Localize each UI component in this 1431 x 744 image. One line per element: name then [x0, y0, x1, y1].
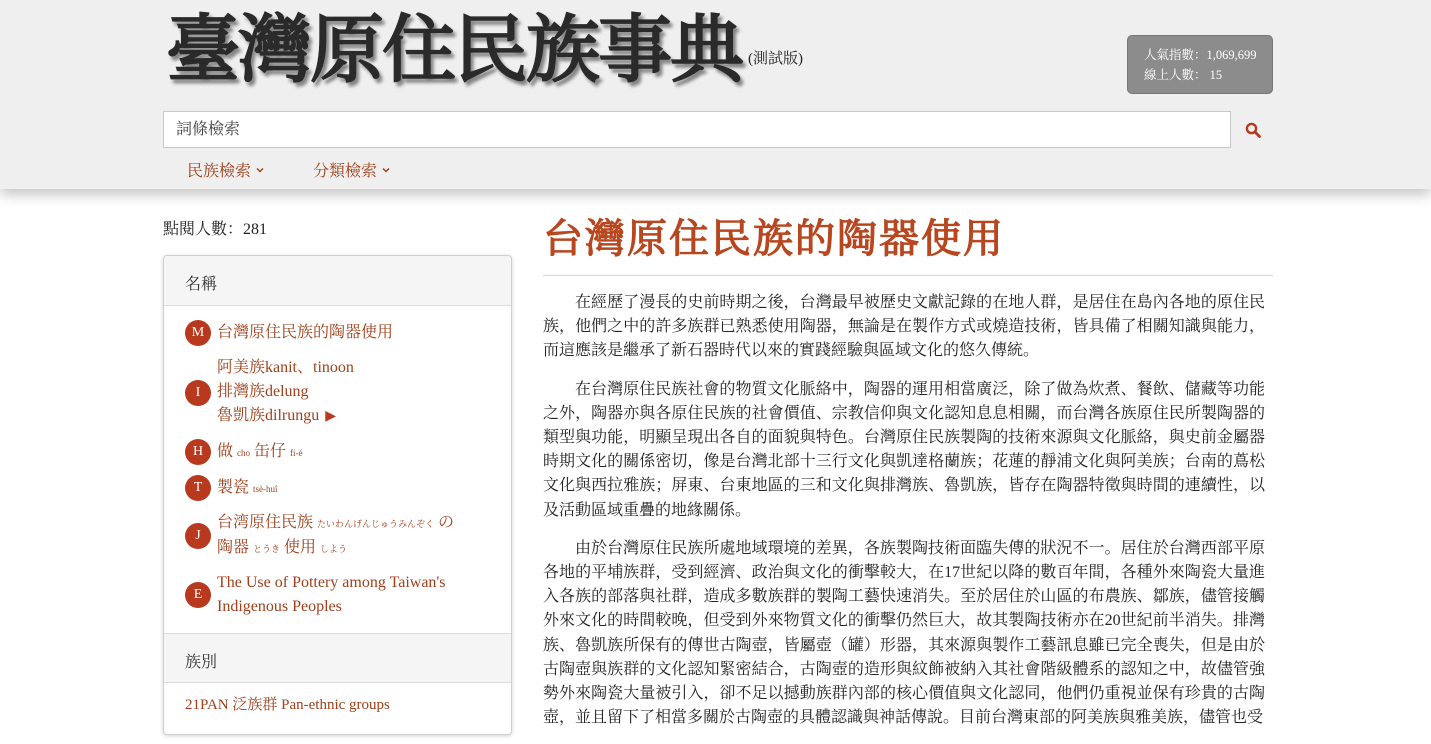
article-paragraph: 在經歷了漫長的史前時期之後，台灣最早被歷史文獻記錄的在地人群，是居住在島內各地的原住民族，他們之中的許多族群已熟悉使用陶器，無論是在製作方式或燒造技術，皆具備了相關知識與能力，而這應該是繼承了新石器時代以來的實踐經驗與區域文化的悠久傳統。	[543, 294, 1265, 360]
search-icon	[1245, 122, 1261, 138]
entry-line: 魯凱族dilrungu	[217, 407, 320, 424]
entry-word: 做	[217, 442, 234, 460]
view-count: 點閱人數：281	[163, 221, 268, 238]
groups-heading: 族別	[164, 633, 511, 683]
entry-reading: とうき	[253, 544, 281, 554]
entry-text[interactable]	[217, 511, 454, 561]
entry-text[interactable]: 台灣原住民族的陶器使用	[217, 324, 394, 341]
entry-word: 陶器	[217, 539, 250, 556]
entry-word: の	[438, 514, 455, 531]
expand-triangle-icon[interactable]: ▶	[325, 409, 337, 424]
search-button[interactable]	[1238, 115, 1268, 145]
entry-hokkien[interactable]	[164, 439, 511, 465]
site-title-logo[interactable]: 臺灣原住民族事典	[166, 10, 742, 92]
names-list	[164, 306, 511, 633]
language-badge: H	[185, 439, 211, 465]
entry-text[interactable]	[217, 571, 446, 619]
entry-word: 缶仔	[254, 442, 287, 460]
article-paragraph: 由於台灣原住民族所處地域環境的差異，各族製陶技術面臨失傳的狀況不一。居住於台灣西部平原各地的平埔族群，受到經濟、政治與文化的衝擊較大，在17世紀以降的數百年間，各種外來陶瓷大量進入各族的部落與社群，造成多數族群的製陶工藝快速消失。至於居住於山區的布農族、鄒族，儘管接觸外來文化的時間較晚，但受到外來物質文化的衝擊仍然巨大，故其製陶技術亦在20世紀前半消失。排灣族、魯凱族所保有的傳世古陶壺，皆屬壺（罐）形器，其來源與製作工藝訊息雖已完全喪失，但是由於古陶壺與族群的文化認知緊密結合，古陶壺的造形與紋飾被納入其社會階級體系的認知之中，故儘管強勢外來陶瓷大量被引入，卻不足以撼動族群內部的核心價值與文化認同，他們仍重視並保有珍貴的古陶壺，並且留下了相當多關於古陶壺的具體認識與神話傳說。目前台灣東部的阿美族與雅美族，儘管也受	[543, 539, 1265, 727]
entry-line: 阿美族kanit、tinoon	[217, 359, 354, 376]
entry-english[interactable]	[164, 571, 511, 619]
entry-word: 使用	[284, 539, 317, 556]
entry-mandarin[interactable]	[164, 320, 511, 346]
stats-box	[1127, 35, 1273, 94]
article-body	[543, 291, 1265, 744]
language-badge: M	[185, 320, 211, 346]
entry-reading: cho	[237, 447, 251, 458]
entry-text[interactable]	[217, 440, 303, 465]
entry-text[interactable]	[217, 356, 354, 429]
chevron-down-icon	[381, 165, 391, 175]
beta-label: (測試版)	[748, 51, 803, 67]
entry-word: 製瓷	[217, 478, 250, 496]
entry-line: The Use of Pottery among Taiwan's	[217, 574, 446, 591]
site-header	[0, 0, 1431, 189]
nav-ethnic-search-label: 民族檢索	[187, 163, 252, 180]
nav-category-search[interactable]	[313, 158, 391, 181]
language-badge: I	[185, 380, 211, 406]
online-count: 線上人數： 15	[1144, 68, 1223, 82]
names-panel	[163, 255, 512, 735]
nav-ethnic-search[interactable]	[187, 158, 265, 181]
entry-reading: fi-é	[290, 447, 303, 458]
language-badge: J	[185, 523, 211, 549]
chevron-down-icon	[255, 165, 265, 175]
group-link[interactable]: 21PAN 泛族群 Pan-ethnic groups	[185, 697, 390, 713]
language-badge: T	[185, 475, 211, 501]
entry-reading: たいわんげんじゅうみんぞく	[317, 519, 435, 529]
entry-japanese[interactable]	[164, 511, 511, 561]
article-title: 台灣原住民族的陶器使用	[543, 216, 1005, 262]
popularity-count: 人氣指數：1,069,699	[1144, 48, 1257, 62]
names-heading: 名稱	[164, 256, 511, 306]
title-divider	[543, 275, 1273, 276]
entry-line: 排灣族delung	[217, 383, 309, 400]
entry-indigenous[interactable]	[164, 356, 511, 429]
article-paragraph: 在台灣原住民族社會的物質文化脈絡中，陶器的運用相當廣泛，除了做為炊煮、餐飲、儲藏等功能之外，陶器亦與各原住民族的社會價值、宗教信仰與文化認知息息相關，而台灣各族原住民所製陶器的類型與功能，明顯呈現出各自的面貌與特色。台灣原住民族製陶的技術來源與文化脈絡，與史前金屬器時期文化的關係密切，像是台灣北部十三行文化與凱達格蘭族；花蓮的靜浦文化與阿美族；台南的蔦松文化與西拉雅族；屏東、台東地區的三和文化與排灣族、魯凱族，皆存在陶器特徵與時間的連續性，以及活動區域重疊的地緣關係。	[543, 380, 1265, 519]
language-badge: E	[185, 582, 211, 608]
entry-text[interactable]	[217, 476, 278, 501]
entry-reading: しよう	[320, 544, 348, 554]
nav-category-search-label: 分類檢索	[313, 163, 378, 180]
entry-taiwanese[interactable]	[164, 475, 511, 501]
search-input[interactable]	[163, 111, 1231, 148]
entry-line: Indigenous Peoples	[217, 598, 342, 615]
entry-reading: tsè-huî	[253, 483, 278, 494]
entry-word: 台湾原住民族	[217, 514, 314, 531]
